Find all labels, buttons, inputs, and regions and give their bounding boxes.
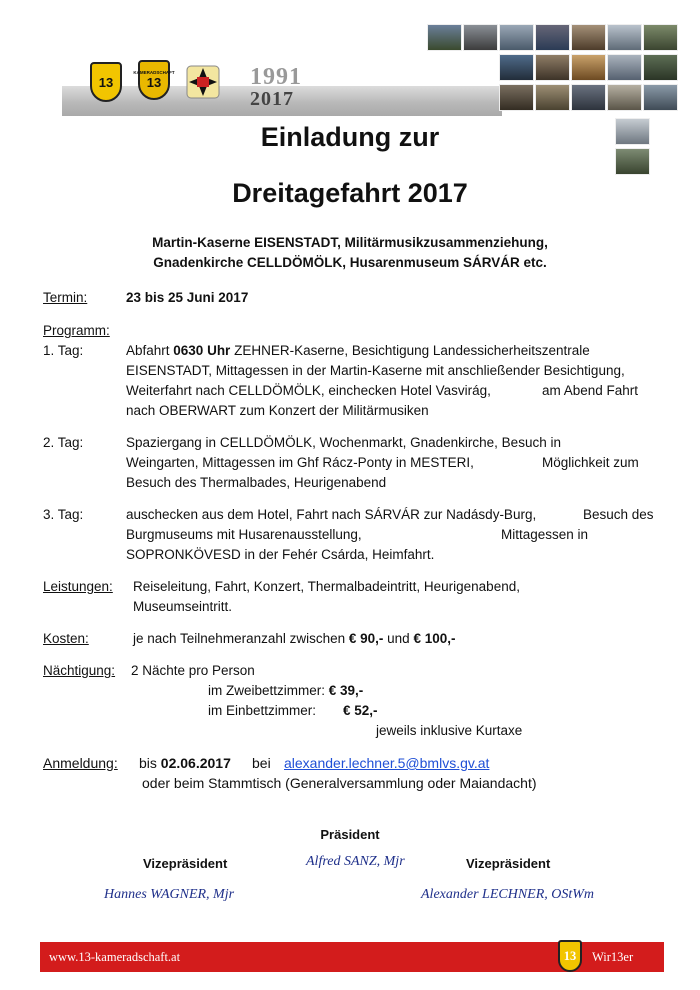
anmeldung-line-2: oder beim Stammtisch (Generalversammlung oder Maiandacht) bbox=[142, 775, 537, 791]
title-line-2: Dreitagefahrt 2017 bbox=[232, 178, 468, 208]
collage-photo bbox=[499, 54, 534, 81]
anmeldung-date: 02.06.2017 bbox=[160, 755, 231, 771]
zweibett-line bbox=[208, 681, 363, 701]
day1-line-2: EISENSTADT, Mittagessen in der Martin-Kaserne mit anschließender Besichtigung, bbox=[126, 363, 625, 378]
day1-line-3a: Weiterfahrt nach CELLDÖMÖLK, einchecken Hotel Vasvirág, bbox=[126, 383, 491, 398]
praesident-role: Präsident bbox=[320, 827, 380, 842]
day1-line-3b: am Abend Fahrt bbox=[542, 383, 639, 398]
footer-bar bbox=[40, 942, 664, 972]
naechtigung-label: Nächtigung: bbox=[43, 663, 116, 678]
footer-slogan: Wir13er bbox=[592, 950, 634, 964]
anniversary-year-end: 2017 bbox=[250, 88, 294, 110]
collage-photo bbox=[607, 24, 642, 51]
collage-photo bbox=[571, 24, 606, 51]
kameradschaft-badge-icon bbox=[133, 60, 175, 100]
naechtigung-line-1: 2 Nächte pro Person bbox=[131, 663, 255, 678]
anmeldung-bei: bei bbox=[252, 755, 271, 771]
day3-line-1b: Besuch des bbox=[583, 507, 654, 522]
vizepraesident-1-role: Vizepräsident bbox=[143, 856, 228, 871]
day2-line-2b: Möglichkeit zum bbox=[542, 455, 639, 470]
einbett-label: im Einbettzimmer: bbox=[208, 703, 317, 718]
leistungen-line-1: Reiseleitung, Fahrt, Konzert, Thermalbadeintritt, Heurigenabend, bbox=[133, 579, 520, 594]
anmeldung-label: Anmeldung: bbox=[43, 755, 118, 771]
vizepraesident-1-signature: Hannes WAGNER, Mjr bbox=[104, 887, 235, 902]
collage-photo bbox=[535, 24, 570, 51]
anmeldung-text: bis bbox=[139, 755, 161, 771]
kosten-min-price: € 90,- bbox=[348, 631, 384, 646]
email-link[interactable]: alexander.lechner.5@bmlvs.gv.at bbox=[284, 755, 490, 771]
zweibett-price: € 39,- bbox=[328, 683, 364, 698]
iron-cross-emblem-icon bbox=[184, 62, 222, 102]
vizepraesident-2-signature: Alexander LECHNER, OStWm bbox=[421, 887, 595, 902]
collage-photo bbox=[535, 54, 570, 81]
programm-label: Programm: bbox=[43, 323, 110, 338]
kurtaxe-note: jeweils inklusive Kurtaxe bbox=[376, 723, 523, 738]
collage-photo bbox=[643, 84, 678, 111]
leistungen-label: Leistungen: bbox=[43, 579, 113, 594]
einbett-price: € 52,- bbox=[343, 703, 378, 718]
day1-label: 1. Tag: bbox=[43, 343, 84, 358]
day3-label: 3. Tag: bbox=[43, 507, 84, 522]
collage-photo bbox=[643, 24, 678, 51]
praesident-signature: Alfred SANZ, Mjr bbox=[306, 854, 405, 869]
anmeldung-deadline bbox=[139, 753, 231, 773]
collage-photo bbox=[499, 24, 534, 51]
collage-photo bbox=[427, 24, 462, 51]
kosten-max-price: € 100,- bbox=[413, 631, 456, 646]
collage-photo bbox=[607, 84, 642, 111]
collage-photo bbox=[643, 54, 678, 81]
day1-text: Abfahrt bbox=[126, 343, 174, 358]
kosten-text: und bbox=[383, 631, 414, 646]
day1-departure-time: 0630 Uhr bbox=[173, 343, 231, 358]
badge-caption: KAMERADSCHAFT bbox=[133, 70, 175, 75]
vizepraesident-2-role: Vizepräsident bbox=[466, 856, 551, 871]
day3-line-3: SOPRONKÖVESD in der Fehér Csárda, Heimfahrt. bbox=[126, 547, 435, 562]
day3-line-2b: Mittagessen in bbox=[501, 527, 589, 542]
day2-line-1: Spaziergang in CELLDÖMÖLK, Wochenmarkt, Gnadenkirche, Besuch in bbox=[126, 435, 561, 450]
termin-value: 23 bis 25 Juni 2017 bbox=[126, 290, 249, 305]
kosten-value bbox=[133, 629, 455, 649]
day1-line-4: nach OBERWART zum Konzert der Militärmusiken bbox=[126, 403, 429, 418]
title-line-1: Einladung zur bbox=[260, 122, 440, 152]
day1-line-1 bbox=[126, 341, 590, 361]
leistungen-line-2: Museumseintritt. bbox=[133, 599, 233, 614]
footer-badge-icon bbox=[558, 940, 582, 972]
footer-badge-number: 13 bbox=[563, 948, 577, 963]
collage-photo bbox=[463, 24, 498, 51]
day2-label: 2. Tag: bbox=[43, 435, 84, 450]
kosten-text: je nach Teilnehmeranzahl zwischen bbox=[133, 631, 349, 646]
collage-photo bbox=[535, 84, 570, 111]
footer-website-link[interactable]: www.13-kameradschaft.at bbox=[49, 950, 181, 964]
subtitle-line-2: Gnadenkirche CELLDÖMÖLK, Husarenmuseum SÁRVÁR etc. bbox=[153, 255, 547, 270]
anniversary-year-start: 1991 bbox=[250, 64, 302, 90]
day3-line-2a: Burgmuseums mit Husarenausstellung, bbox=[126, 527, 362, 542]
collage-photo bbox=[571, 54, 606, 81]
termin-label: Termin: bbox=[43, 290, 88, 305]
day2-line-3: Besuch des Thermalbades, Heurigenabend bbox=[126, 475, 387, 490]
day1-text: ZEHNER-Kaserne, Besichtigung Landessicherheitszentrale bbox=[230, 343, 590, 358]
unit-13-badge-icon bbox=[90, 62, 122, 102]
collage-photo bbox=[607, 54, 642, 81]
kosten-label: Kosten: bbox=[43, 631, 89, 646]
badge-number: 13 bbox=[98, 74, 114, 90]
zweibett-label: im Zweibettzimmer: bbox=[208, 683, 329, 698]
day3-line-1a: auschecken aus dem Hotel, Fahrt nach SÁRVÁR zur Nadásdy-Burg, bbox=[126, 507, 537, 522]
collage-photo bbox=[499, 84, 534, 111]
collage-photo bbox=[571, 84, 606, 111]
subtitle-line-1: Martin-Kaserne EISENSTADT, Militärmusikzusammenziehung, bbox=[152, 235, 548, 250]
badge-number: 13 bbox=[146, 75, 162, 90]
day2-line-2a: Weingarten, Mittagessen im Ghf Rácz-Ponty in MESTERI, bbox=[126, 455, 474, 470]
